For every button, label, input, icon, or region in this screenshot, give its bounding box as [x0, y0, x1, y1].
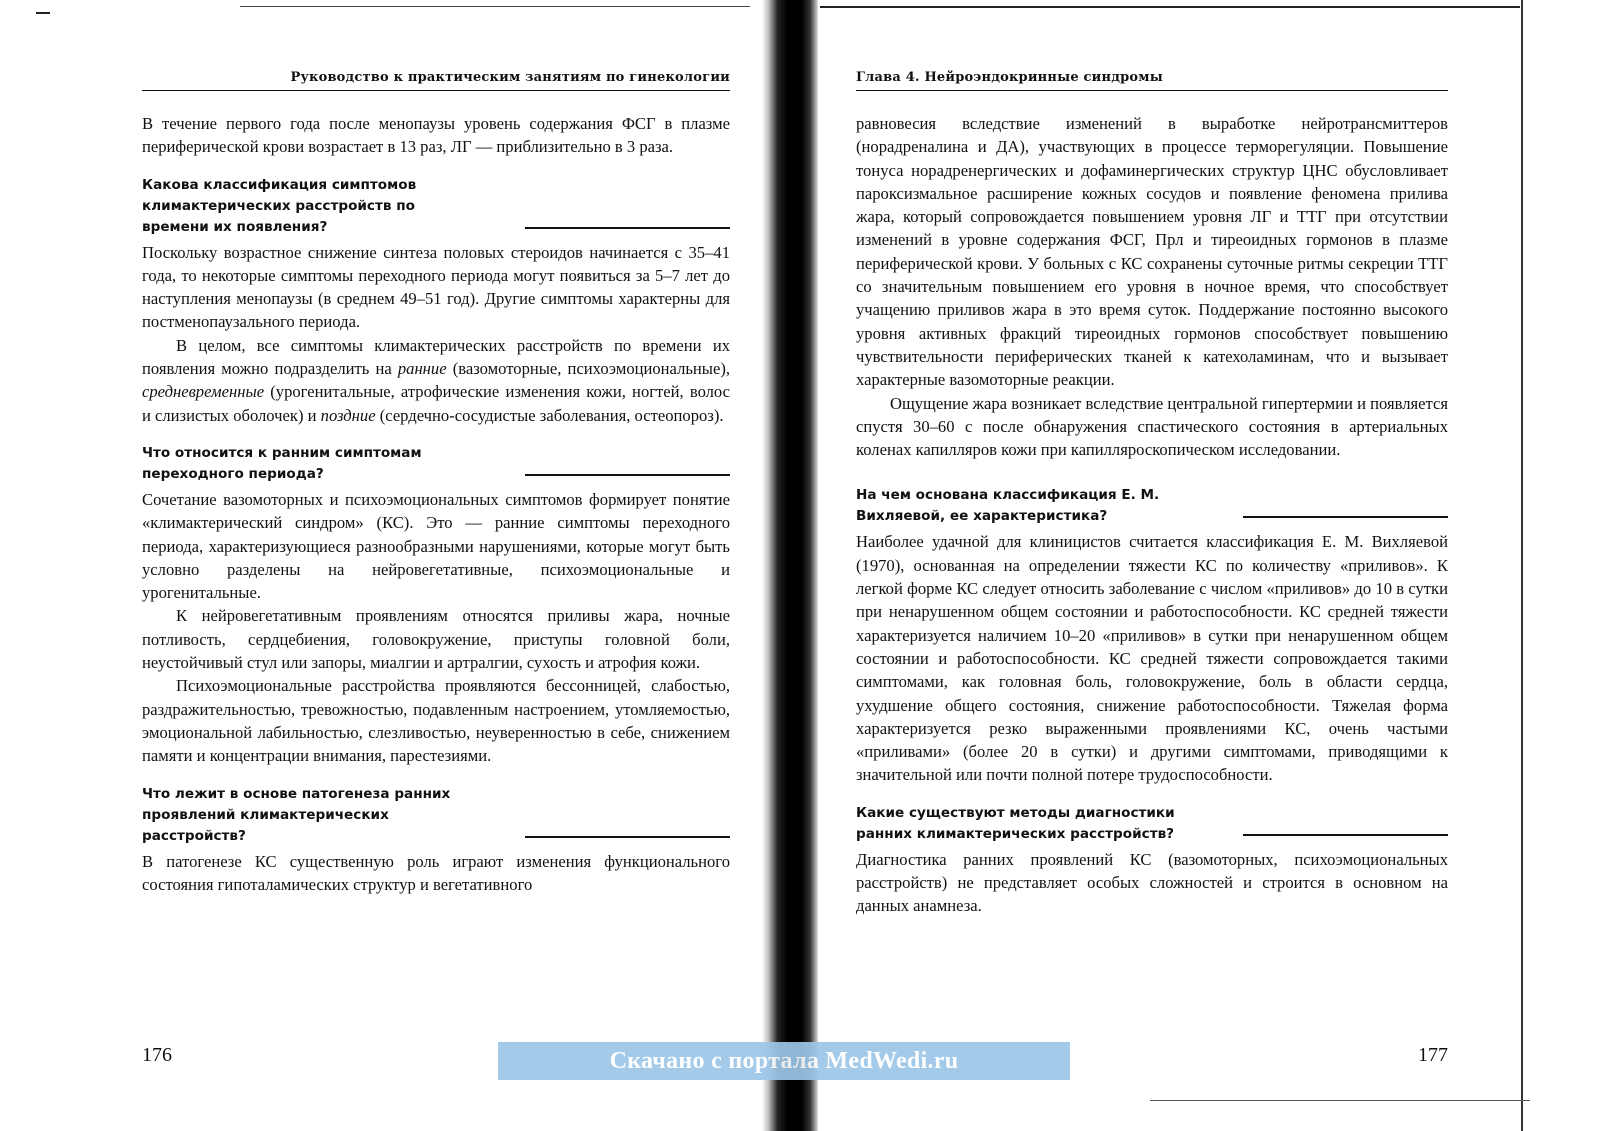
right-running-head: Глава 4. Нейроэндокринные синдромы — [856, 70, 1448, 91]
page-edge-right — [1521, 0, 1523, 1131]
left-page-body — [142, 112, 730, 896]
question-text: Какие существуют методы диагностики ранних климактерических расстройств? — [856, 804, 1175, 842]
section-question — [142, 443, 472, 485]
question-rule — [525, 474, 730, 476]
paragraph: Ощущение жара возникает вследствие центральной гипертермии и появляется спустя 30–60 с после обнаружения спастического состояния в артериальных коленах капилляров кожи при капилляроскопическом исследовании. — [856, 393, 1448, 460]
question-text: Что лежит в основе патогенеза ранних проявлений климактерических расстройств? — [142, 785, 451, 844]
question-rule — [525, 227, 730, 229]
question-rule — [1243, 516, 1448, 518]
emphasis-early: ранние — [397, 359, 447, 379]
paragraph: равновесия вследствие изменений в выработке нейротрансмиттеров (норадреналина и ДА), участвующих в процессе терморегуляции. Повышение тонуса норадренергических и дофаминергических структур ЦНС обусловливает пароксизмальное расширение кожных сосудов и появление феномена прилива жара, который сопровождается повышением уровня ЛГ и ТТГ при отсутствии изменений в уровне содержания ФСГ, Прл и тиреоидных гормонов в плазме периферической крови. У больных с КС сохранены суточные ритмы секреции ТТГ со значительным повышением его уровня в ночное время, что способствует учащению приливов жара в это время суток. Поддержание постоянно высокого уровня активных фракций тиреоидных гормонов способствует повышению чувствительности периферических тканей к катехоламинам, что и вызывает характерные вазомоторные реакции. — [856, 114, 1448, 390]
right-page-number: 177 — [1418, 1044, 1448, 1066]
section-question — [856, 803, 1226, 845]
section-question — [142, 784, 492, 847]
paragraph: Поскольку возрастное снижение синтеза половых стероидов начинается с 35–41 года, то некоторые симптомы переходного периода могут появиться за 5–7 лет до наступления менопаузы (в среднем 49–51 год). Другие симптомы характерны для постменопаузального периода. — [142, 242, 730, 332]
emphasis-mid: средневременные — [142, 382, 265, 402]
paragraph: Психоэмоциональные расстройства проявляются бессонницей, слабостью, раздражительностью, тревожностью, подавленным настроением, утомляемостью, эмоциональной лабильностью, слезливостью, неуверенностью в себе, снижением памяти и концентрации внимания, парестезиями. — [142, 676, 730, 766]
paragraph: Сочетание вазомоторных и психоэмоциональных симптомов формирует понятие «климактерический синдром» (КС). Это — ранние симптомы переходного периода, характеризующиеся разнообразными нарушениями, которые могут быть условно разделены на нейровегетативные, психоэмоциональные и урогенитальные. — [142, 489, 730, 603]
paragraph: К нейровегетативным проявлениям относятся приливы жара, ночные потливость, сердцебиения, головокружение, приступы головной боли, неустойчивый стул или запоры, миалгии и артралгии, сухость и атрофия кожи. — [142, 606, 730, 673]
text-run: (сердечно-сосудистые заболевания, остеопороз). — [375, 405, 724, 425]
question-rule — [1243, 834, 1448, 836]
left-page-number: 176 — [142, 1044, 172, 1066]
text-run: (вазомоторные, психоэмоциональные), — [446, 359, 730, 379]
question-text: На чем основана классификация Е. М. Вихляевой, ее характеристика? — [856, 487, 1160, 525]
question-rule — [525, 836, 730, 838]
paragraph: В патогенезе КС существенную роль играют изменения функционального состояния гипоталамических структур и вегетативного — [142, 851, 730, 894]
paragraph: Диагностика ранних проявлений КС (вазомоторных, психоэмоциональных расстройств) не представляет особых сложностей и строится в основном на данных анамнеза. — [856, 849, 1448, 916]
question-text: Что относится к ранним симптомам переходного периода? — [142, 444, 422, 482]
left-running-head: Руководство к практическим занятиям по гинекологии — [142, 70, 730, 91]
right-page-body — [856, 112, 1448, 918]
left-page — [142, 0, 730, 1131]
section-question — [142, 175, 482, 238]
paragraph — [142, 334, 730, 427]
scan-speck — [36, 12, 50, 14]
paragraph: Наиболее удачной для клиницистов считается классификация Е. М. Вихляевой (1970), основанная на определении тяжести КС по количеству «приливов». К легкой форме КС следует относить заболевание с числом «приливов» до 10 в сутки при ненарушенном общем состоянии и работоспособности. КС средней тяжести характеризуется наличием 10–20 «приливов» в сутки при ненарушенном общем состоянии и работоспособности. КС средней тяжести сопровождается такими симптомами, как головная боль, головокружение, боль в области сердца, ухудшение общего состояния, снижение работоспособности. Тяжелая форма характеризуется резко выраженными проявлениями КС, очень частыми «приливами» (более 20 в сутки) и другими симптомами, приводящими к значительной или почти полной потере трудоспособности. — [856, 532, 1448, 785]
book-gutter-shadow — [762, 0, 818, 1131]
emphasis-late: поздние — [320, 405, 376, 425]
text-run: (урогенитальные, атрофические изменения кожи, ногтей, волос и слизистых оболочек) и — [142, 382, 730, 425]
section-question — [856, 485, 1196, 527]
download-watermark-banner: Скачано с портала MedWedi.ru — [498, 1042, 1070, 1080]
right-page — [856, 0, 1448, 1131]
text-run: В целом, все симптомы климактерических расстройств по времени их появления можно подразделить на — [142, 335, 730, 379]
paragraph: В течение первого года после менопаузы уровень содержания ФСГ в плазме периферической крови возрастает в 13 раз, ЛГ — приблизительно в 3 раза. — [142, 114, 730, 157]
question-text: Какова классификация симптомов климактерических расстройств по времени их появления? — [142, 176, 417, 235]
